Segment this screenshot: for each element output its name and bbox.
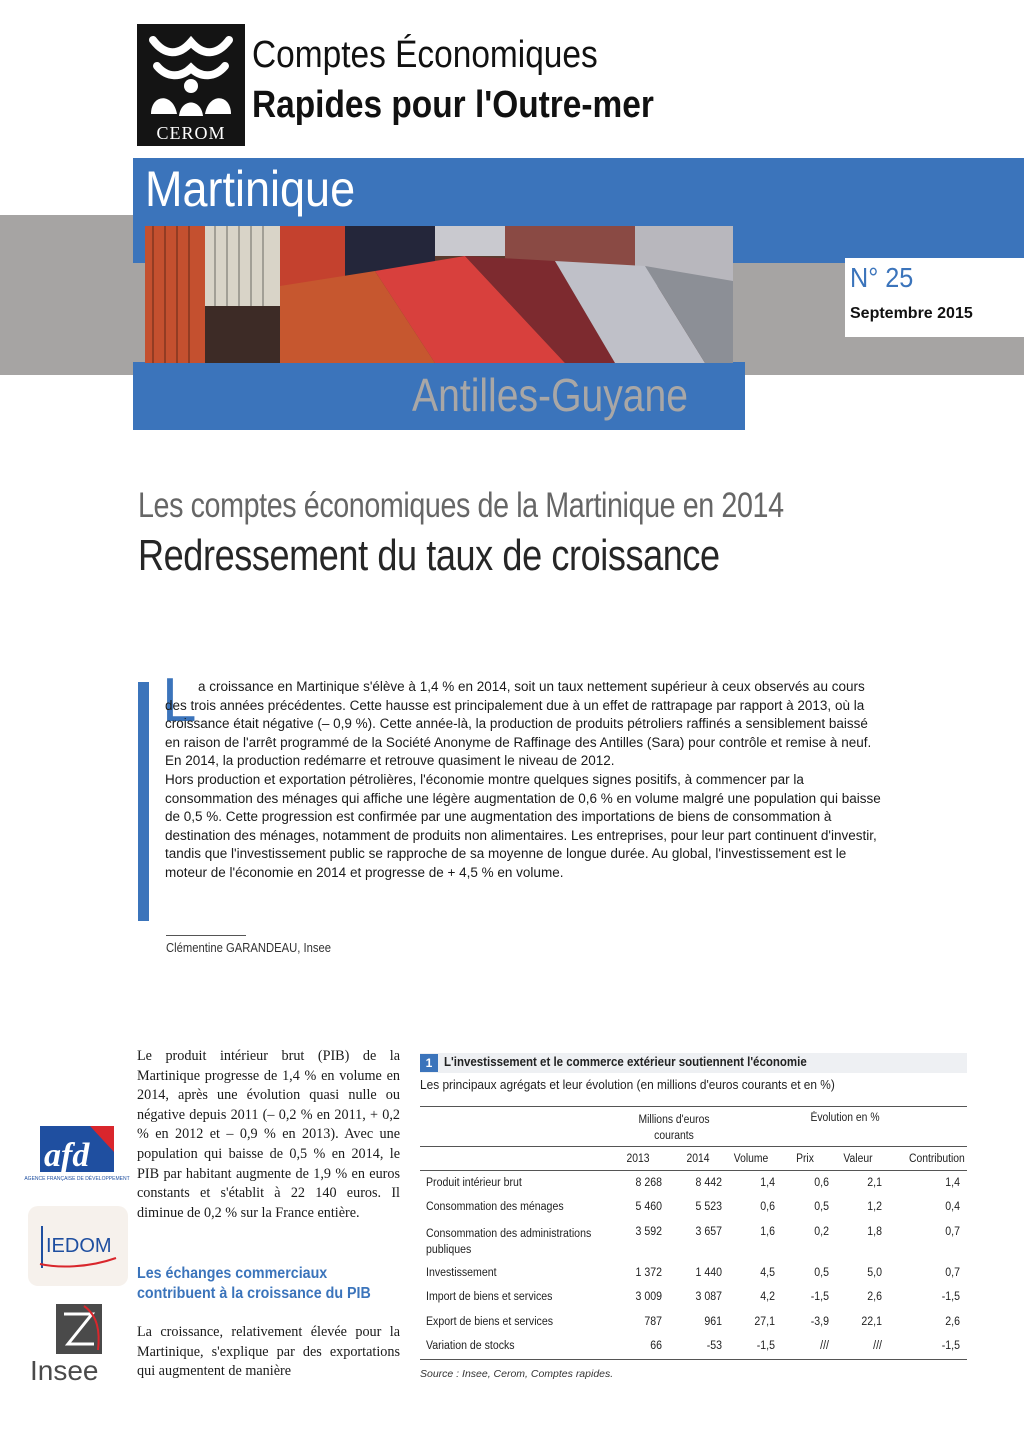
table-cell: 1,8 (867, 1226, 882, 1238)
table-cell: -1,5 (941, 1340, 960, 1352)
body-paragraph-1: Le produit intérieur brut (PIB) de la Martinique progresse de 1,4 % en volume en 2014, après une évolution quasi nulle ou négative depuis 2011 (– 0,2 % en 2011, + 0,2 % en 2012 et – 0,9 % en 2013). Avec une population qui baisse de 0,5 % en 2014, le PIB par habitant augmente de 1,9 % en euros constants et s'établit à 22 140 euros. Il diminue de 0,2 % sur la France entière. (137, 1048, 400, 1221)
table-column-header: Contribution (909, 1153, 965, 1165)
table-rule (420, 1359, 967, 1360)
table-cell: 0,2 (814, 1226, 829, 1238)
table-cell: 1 440 (695, 1267, 722, 1279)
table-rule (420, 1170, 967, 1171)
table-cell: -1,5 (756, 1340, 775, 1352)
header-title-line2: Rapides pour l'Outre-mer (252, 84, 654, 126)
table-cell: 0,7 (945, 1226, 960, 1238)
chapeau-paragraph-2: Hors production et exportation pétrolières, l'économie montre quelques signes positifs, à commencer par la consommation des ménages qui affiche une légère augmentation de 0,6 % en volume malgré une population qui baisse de 0,5 %. Cette progression est confirmée par une augmentation des importations de biens de consommation à destination des ménages, notamment de produits non alimentaires. Les entreprises, pour leur part continuent d'investir, tandis que l'investissement public se rapproche de sa moyenne de longue durée. Au global, l'investissement est le moteur de l'économie en 2014 et progresse de + 4,5 % en volume. (165, 771, 881, 880)
insee-logo (28, 1300, 116, 1390)
table-rule (420, 1146, 967, 1147)
body-paragraph-2: La croissance, relativement élevée pour la Martinique, s'explique par des exportations qui augmentent de manière (137, 1324, 400, 1380)
table-group-header: Évolution en % (810, 1112, 880, 1124)
table-row-label: Export de biens et services (426, 1316, 554, 1328)
table-cell: 2,6 (945, 1316, 960, 1328)
table-cell: -3,9 (810, 1316, 829, 1328)
table-cell: 1,2 (867, 1201, 882, 1213)
issue-date: Septembre 2015 (850, 305, 973, 322)
chapeau (165, 678, 883, 883)
author: Clémentine GARANDEAU, Insee (166, 941, 332, 955)
body-column-2 (137, 1323, 400, 1382)
table-number: 1 (420, 1054, 438, 1072)
table-cell: /// (820, 1340, 829, 1352)
table-cell: 5 523 (695, 1201, 722, 1213)
table-cell: 66 (650, 1340, 662, 1352)
shipping-containers-photo (145, 226, 733, 363)
logo-text: CEROM (156, 123, 226, 143)
table-cell: 1,6 (760, 1226, 775, 1238)
table-subtitle: Les principaux agrégats et leur évolution (en millions d'euros courants et en %) (420, 1078, 835, 1092)
table-cell: 5 460 (635, 1201, 662, 1213)
table-cell: 0,6 (814, 1177, 829, 1189)
table-rule (420, 1106, 967, 1107)
table-column-header: 2013 (626, 1153, 650, 1165)
insee-logo-text: Insee (30, 1355, 99, 1386)
drop-cap: L (162, 666, 197, 735)
author-divider (166, 935, 246, 936)
zone-title: Antilles-Guyane (412, 369, 689, 421)
table-cell: 0,5 (814, 1201, 829, 1213)
table-cell: 1 372 (635, 1267, 662, 1279)
chapeau-accent-bar (138, 682, 149, 921)
table-column-header: Volume (733, 1153, 769, 1165)
table-row-label: Consommation des administrations publiques (426, 1228, 592, 1256)
article-title: Redressement du taux de croissance (138, 531, 720, 580)
table-cell: -1,5 (810, 1291, 829, 1303)
table-cell: 787 (644, 1316, 662, 1328)
table-column-header: Prix (796, 1153, 814, 1165)
cerom-emblem-icon (137, 24, 245, 124)
table-cell: 8 442 (695, 1177, 722, 1189)
afd-logo (24, 1122, 130, 1186)
table-cell: 5,0 (867, 1267, 882, 1279)
table-cell: 4,5 (760, 1267, 775, 1279)
body-column (137, 1047, 400, 1223)
table-cell: 1,4 (760, 1177, 775, 1189)
chapeau-paragraph-1: a croissance en Martinique s'élève à 1,4 % en 2014, soit un taux nettement supérieur à ceux observés au cours des trois années précédentes. Cette hausse est principalement due à un effet de rattrapage par rapport à 2013, où la croissance était négative (– 0,9 %). Cette année-là, la production de produits pétroliers raffinés a sensiblement baissé en raison de l'arrêt programmé de la Société Anonyme de Raffinage des Antilles (Sara) pour contrôle et remise à neuf. En 2014, la production redémarre et retrouve quasiment le niveau de 2012. (165, 679, 872, 769)
table-cell: 961 (704, 1316, 722, 1328)
afd-logo-text: afd (44, 1137, 90, 1174)
header-title-line1: Comptes Économiques (252, 34, 598, 76)
table-cell: 3 009 (635, 1291, 662, 1303)
table-cell: 0,4 (945, 1201, 960, 1213)
table-row-label: Investissement (426, 1267, 497, 1279)
table-cell: -1,5 (941, 1291, 960, 1303)
table-cell: 2,1 (867, 1177, 882, 1189)
table-cell: 8 268 (635, 1177, 662, 1189)
table-cell: 4,2 (760, 1291, 775, 1303)
iedom-logo (28, 1206, 128, 1286)
table-cell: 2,6 (867, 1291, 882, 1303)
table-row-label: Import de biens et services (426, 1291, 553, 1303)
iedom-logo-text: IEDOM (46, 1235, 112, 1257)
article-subtitle: Les comptes économiques de la Martinique en 2014 (138, 486, 784, 525)
afd-logo-subtext: AGENCE FRANÇAISE DE DÉVELOPPEMENT (24, 1176, 130, 1182)
table-source: Source : Insee, Cerom, Comptes rapides. (420, 1368, 614, 1380)
region-title: Martinique (145, 161, 356, 217)
table-cell: 0,6 (760, 1201, 775, 1213)
table-row-label: Produit intérieur brut (426, 1177, 522, 1189)
table-cell: 0,7 (945, 1267, 960, 1279)
table-cell: 3 592 (635, 1226, 662, 1238)
table-column-header: Valeur (843, 1153, 873, 1165)
iedom-emblem-icon (28, 1206, 128, 1286)
table-column-header: 2014 (686, 1153, 710, 1165)
table-cell: 3 657 (695, 1226, 722, 1238)
section-heading: Les échanges commerciaux contribuent à la croissance du PIB (137, 1265, 371, 1302)
table-cell: 1,4 (945, 1177, 960, 1189)
table-cell: 3 087 (695, 1291, 722, 1303)
cerom-logo (137, 24, 245, 146)
table-group-header: Millions d'euros courants (638, 1114, 710, 1142)
table-row-label: Consommation des ménages (426, 1201, 564, 1213)
table-cell: -53 (706, 1340, 722, 1352)
table-title: L'investissement et le commerce extérieur soutiennent l'économie (444, 1055, 807, 1069)
table-cell: 22,1 (861, 1316, 882, 1328)
table-row-label: Variation de stocks (426, 1340, 515, 1352)
table-cell: /// (873, 1340, 882, 1352)
table-cell: 0,5 (814, 1267, 829, 1279)
table-cell: 27,1 (754, 1316, 775, 1328)
issue-number: N° 25 (850, 262, 914, 293)
